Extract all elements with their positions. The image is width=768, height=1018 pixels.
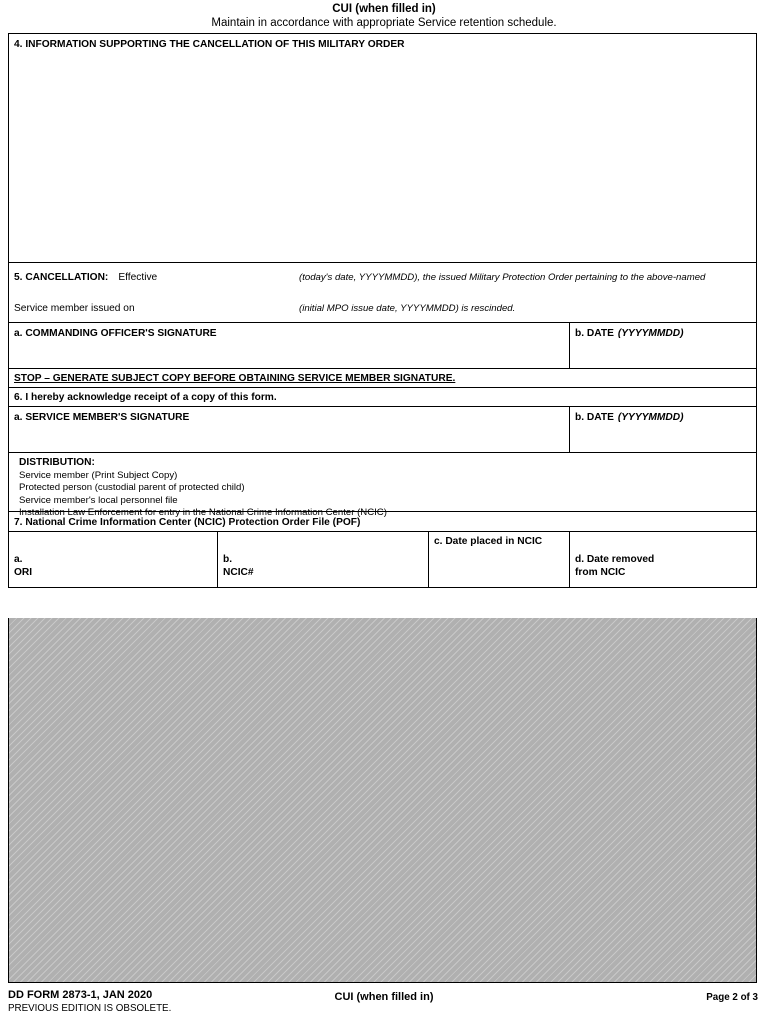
cui-banner-top: CUI (when filled in) [332, 3, 436, 15]
ncic-ori-label [14, 554, 32, 579]
footer-page-number: Page 2 of 3 [706, 992, 758, 1003]
section-7-title: 7. National Crime Information Center (NCIC) Protection Order File (POF) [14, 517, 361, 528]
section-5-issued-hint: (initial MPO issue date, YYYYMMDD) is rescinded. [299, 303, 516, 314]
distribution-block [9, 453, 756, 518]
stop-notice-text: STOP – GENERATE SUBJECT COPY BEFORE OBTAINING SERVICE MEMBER SIGNATURE. [14, 373, 456, 384]
hatched-blocked-region [8, 618, 757, 983]
commanding-officer-date-field[interactable] [570, 323, 756, 368]
stop-notice-row [9, 369, 756, 388]
section-5-effective-line [14, 271, 157, 284]
ncic-date-placed-label: c. Date placed in NCIC [434, 536, 543, 547]
document-header [0, 2, 768, 30]
service-member-signature-field[interactable] [9, 407, 570, 452]
ncic-date-removed-line2: from NCIC [575, 566, 626, 578]
service-member-date-label-wrap [570, 407, 756, 424]
section-5-number-label: 5. CANCELLATION: [14, 272, 109, 283]
ncic-ori-text: ORI [14, 566, 33, 578]
ncic-cell-date-placed[interactable] [429, 532, 570, 587]
commanding-officer-signature-row [9, 323, 756, 369]
ncic-date-removed-label [575, 554, 654, 579]
commanding-officer-signature-label: a. COMMANDING OFFICER'S SIGNATURE [14, 328, 217, 339]
section-5-effective-hint: (today's date, YYYYMMDD), the issued Military Protection Order pertaining to the above-named [299, 272, 706, 283]
section-5-cancellation[interactable] [9, 263, 756, 323]
footer-form-id: DD FORM 2873-1, JAN 2020 [8, 989, 153, 1001]
distribution-title: DISTRIBUTION: [19, 457, 95, 468]
section-7-ncic-header [9, 512, 756, 532]
service-member-signature-label: a. SERVICE MEMBER'S SIGNATURE [14, 412, 190, 423]
commanding-officer-date-label-wrap [570, 323, 756, 340]
ncic-cell-ncic-number[interactable] [218, 532, 429, 587]
service-member-date-hint: (YYYYMMDD) [617, 412, 684, 423]
footer-previous-edition: PREVIOUS EDITION IS OBSOLETE. [8, 1003, 172, 1014]
commanding-officer-signature-field[interactable] [9, 323, 570, 368]
ncic-number-text: NCIC# [223, 566, 254, 578]
retention-note: Maintain in accordance with appropriate Service retention schedule. [211, 17, 557, 29]
commanding-officer-date-label: b. DATE [575, 328, 614, 339]
ncic-ori-letter: a. [14, 554, 23, 565]
service-member-signature-row [9, 407, 756, 453]
section-4-title: 4. INFORMATION SUPPORTING THE CANCELLATION OF THIS MILITARY ORDER [14, 39, 405, 50]
ncic-number-label [223, 554, 254, 579]
distribution-item: Service member's local personnel file [19, 494, 178, 506]
ncic-table-row [9, 532, 756, 588]
section-5-effective-label: Effective [118, 272, 158, 283]
service-member-date-field[interactable] [570, 407, 756, 452]
form-body [8, 33, 757, 588]
distribution-item: Installation Law Enforcement for entry in the National Crime Information Center (NCIC) [19, 507, 387, 518]
ncic-number-letter: b. [223, 554, 233, 565]
section-6-title: 6. I hereby acknowledge receipt of a copy of this form. [14, 392, 277, 403]
section-6-acknowledgement-header [9, 388, 756, 407]
commanding-officer-date-hint: (YYYYMMDD) [617, 328, 684, 339]
service-member-date-label: b. DATE [575, 412, 614, 423]
distribution-item: Protected person (custodial parent of protected child) [19, 482, 245, 493]
document-footer [0, 988, 768, 1018]
section-4-information-supporting-cancellation[interactable] [9, 34, 756, 263]
cui-banner-bottom: CUI (when filled in) [334, 991, 434, 1003]
ncic-cell-date-removed[interactable] [570, 532, 756, 587]
section-5-issued-label: Service member issued on [14, 303, 135, 314]
ncic-cell-ori[interactable] [9, 532, 218, 587]
distribution-item: Service member (Print Subject Copy) [19, 469, 178, 481]
ncic-date-removed-line1: d. Date removed [575, 554, 655, 565]
